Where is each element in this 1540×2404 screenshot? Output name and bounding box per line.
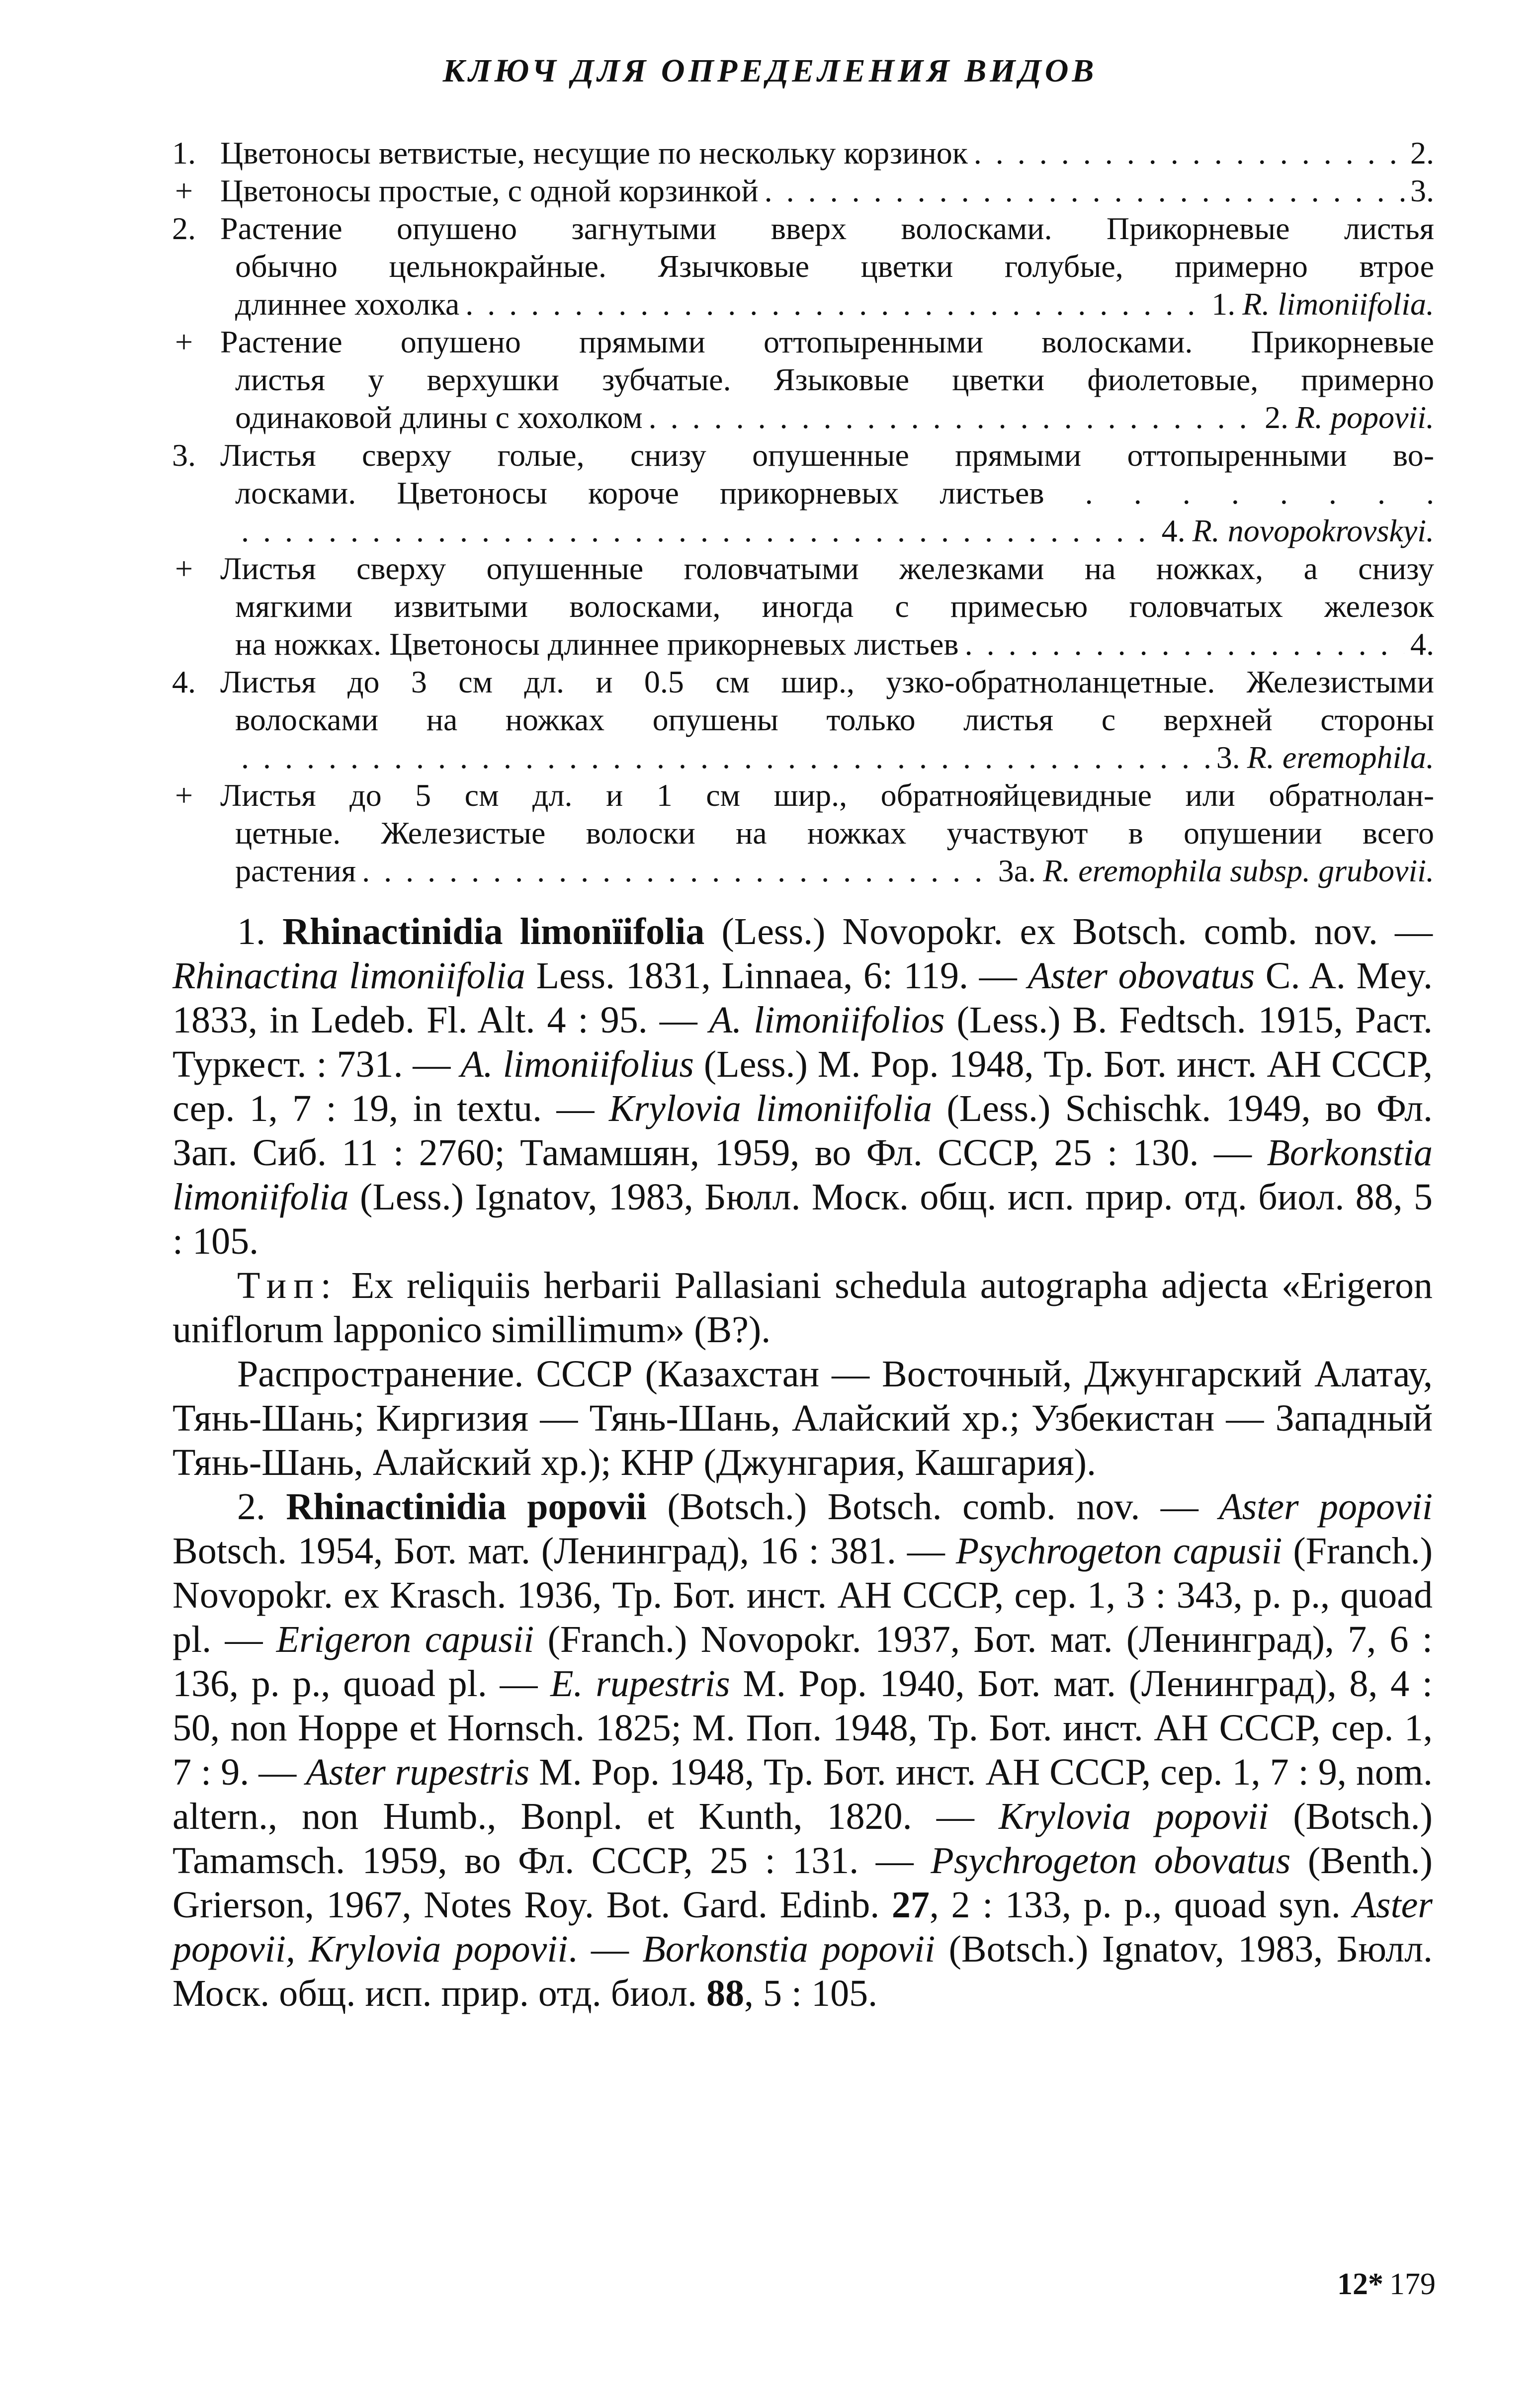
key-entry-line: обычно цельнокрайные. Язычковые цветки голубые, примерно втрое	[235, 249, 1434, 284]
text-run: , 5 : 105.	[744, 1973, 878, 2014]
key-entry	[162, 550, 1434, 663]
key-entry-line: лосками. Цветоносы короче прикорневых листьев . . . . . . . .	[235, 475, 1434, 511]
reference-taxon: R. eremophila.	[1247, 740, 1434, 775]
reference-number: 3.	[1216, 740, 1240, 775]
key-entry-reference	[1410, 172, 1434, 210]
key-entry-reference	[1265, 399, 1434, 436]
taxon-name: Rhinactinidia popovii	[286, 1486, 647, 1528]
reference-number: 2.	[1264, 400, 1288, 435]
key-entry-text: Цветоносы простые, с одной корзинкой	[220, 173, 759, 208]
key-entry-marker: +	[174, 777, 193, 813]
key-entry	[162, 210, 1434, 323]
reference-number: 3a.	[998, 853, 1036, 888]
key-entry-lead-line	[220, 285, 1434, 323]
reference-number: 4.	[1161, 513, 1186, 548]
text-run: Распространение. СССР (Казахстан — Восточный, Джунгарский Алатау, Тянь-Шань; Киргизия — Тянь-Шань, Алайский хр.; Узбекистан — Западный Тянь-Шань, Алайский хр.); КНР (Джунгария, Кашгария).	[172, 1353, 1433, 1483]
key-entry-lead-line	[220, 134, 1434, 172]
text-run: Botsch. 1954, Бот. мат. (Ленинград), 16 : 381. —	[172, 1530, 956, 1572]
identification-key	[162, 134, 1434, 890]
key-entry	[162, 172, 1434, 210]
key-entry-reference	[1216, 739, 1434, 776]
key-entry-marker: 1.	[172, 135, 196, 171]
text-run: (Benth.) Grierson, 1967, Notes Roy. Bot. Gard. Edinb.	[172, 1840, 1433, 1926]
taxon-name: 88	[706, 1973, 744, 2014]
text-run: (Franch.) Novopokr. 1937, Бот. мат. (Ленинград), 7, 6 : 136, p. p., quoad pl. —	[172, 1619, 1433, 1705]
text-run: , 2 : 133, p. p., quoad syn.	[929, 1884, 1353, 1926]
signature-mark: 12*	[1337, 2267, 1383, 2301]
text-run: (Less.) B. Fedtsch. 1915, Раст. Туркест. : 731. —	[172, 999, 1433, 1085]
key-entry-marker: 2.	[172, 211, 196, 246]
text-run: . —	[568, 1928, 643, 1970]
key-entry	[162, 436, 1434, 550]
key-entry-lead-line	[220, 739, 1434, 776]
paragraph	[172, 1485, 1433, 2016]
text-run: 1.	[237, 911, 283, 952]
key-entry-line: Листья до 5 см дл. и 1 см шир., обратнояйцевидные или обратнолан-	[220, 777, 1434, 813]
key-entry-reference	[998, 852, 1434, 890]
key-entry-lead-line	[220, 172, 1434, 210]
synonym-name: Krylovia popovii	[998, 1796, 1269, 1837]
synonym-name: Borkonstia popovii	[642, 1928, 936, 1970]
reference-taxon: R. popovii.	[1295, 400, 1434, 435]
text-run: Тип:	[237, 1265, 338, 1306]
key-entry	[162, 663, 1434, 776]
page-number: 179	[1389, 2267, 1436, 2301]
text-run: (Less.) Novopokr. ex Botsch. comb. nov. —	[704, 911, 1433, 952]
reference-number: 1.	[1211, 286, 1236, 322]
key-entry	[162, 323, 1434, 436]
synonym-name: Aster popovii	[1219, 1486, 1433, 1528]
dot-leader	[362, 852, 992, 890]
key-entry-lead-line	[220, 852, 1434, 890]
species-text	[172, 910, 1433, 2016]
text-run: M. Pop. 1948, Тр. Бот. инст. АН СССР, сер. 1, 7 : 9, nom. altern., non Humb., Bonpl. et Kunth, 1820. —	[172, 1751, 1433, 1837]
key-entry-line: Растение опушено загнутыми вверх волосками. Прикорневые листья	[220, 211, 1434, 246]
taxon-name: 27	[891, 1884, 930, 1926]
text-run: Ex reliquiis herbarii Pallasiani schedula autographa adjecta «Erigeron uniflorum lapponico simillimum» (B?).	[172, 1265, 1433, 1351]
key-entry-lead-line	[220, 512, 1434, 550]
page-title: КЛЮЧ ДЛЯ ОПРЕДЕЛЕНИЯ ВИДОВ	[442, 53, 1098, 89]
key-entry-line: волосками на ножках опушены только листья с верхней стороны	[235, 702, 1434, 737]
text-run: (Less.) M. Pop. 1948, Тр. Бот. инст. АН СССР, сер. 1, 7 : 19, in textu. —	[172, 1043, 1433, 1129]
key-entry-line: Растение опушено прямыми оттопыренными волосками. Прикорневые	[220, 324, 1434, 359]
synonym-name: Aster rupestris	[306, 1751, 530, 1793]
paragraph	[172, 1264, 1433, 1352]
key-entry-lead-line	[220, 625, 1434, 663]
synonym-name: Borkonstia limoniifolia	[172, 1132, 1433, 1218]
key-entry	[162, 776, 1434, 890]
key-entry-marker: 3.	[172, 437, 196, 473]
key-entry-line: Листья сверху опушенные головчатыми железками на ножках, а снизу	[220, 551, 1434, 586]
text-run: (Botsch.) Ignatov, 1983, Бюлл. Моск. общ. исп. прир. отд. биол.	[172, 1928, 1433, 2014]
key-entry-marker: +	[174, 173, 193, 208]
key-entry-marker: +	[174, 324, 193, 359]
key-entry-text: Цветоносы ветвистые, несущие по нескольку корзинок	[220, 135, 968, 171]
synonym-name: A. limoniifolius	[460, 1043, 694, 1085]
reference-number: 4.	[1410, 626, 1434, 662]
text-run: 2.	[237, 1486, 286, 1528]
text-run: (Botsch.) Botsch. comb. nov. —	[647, 1486, 1219, 1528]
reference-number: 2.	[1410, 135, 1434, 171]
key-entry-text: одинаковой длины с хохолком	[235, 400, 643, 435]
text-run: (Less.) Schischk. 1949, во Фл. Зап. Сиб. 11 : 2760; Тамамшян, 1959, во Фл. СССР, 25 : 130. —	[172, 1088, 1433, 1174]
dot-leader	[649, 399, 1259, 436]
text-run: M. Pop. 1940, Бот. мат. (Ленинград), 8, 4 : 50, non Hoppe et Hornsch. 1825; М. Поп. 1948, Тр. Бот. инст. АН СССР, сер. 1, 7 : 9. —	[172, 1663, 1433, 1793]
key-entry-text: на ножках. Цветоносы длиннее прикорневых листьев	[235, 626, 959, 662]
dot-leader	[241, 739, 1210, 776]
text-run: Less. 1831, Linnaea, 6: 119. —	[525, 955, 1028, 997]
paragraph	[172, 1352, 1433, 1485]
key-entry-text: длиннее хохолка	[235, 286, 460, 322]
synonym-name: Erigeron capusii	[276, 1619, 534, 1660]
dot-leader	[765, 172, 1404, 210]
key-entry-reference	[1162, 512, 1434, 550]
dot-leader	[241, 512, 1156, 550]
key-entry	[162, 134, 1434, 172]
dot-leader	[965, 625, 1404, 663]
key-entry-lead-line	[220, 399, 1434, 436]
synonym-name: Krylovia limoniifolia	[608, 1088, 933, 1129]
key-entry-reference	[1410, 625, 1434, 663]
paragraph	[172, 910, 1433, 1264]
key-entry-line: Листья сверху голые, снизу опушенные прямыми оттопыренными во-	[220, 437, 1434, 473]
reference-taxon: R. eremophila subsp. grubovii.	[1043, 853, 1434, 888]
synonym-name: Aster popovii, Krylovia popovii	[172, 1884, 1433, 1970]
reference-taxon: R. limoniifolia.	[1242, 286, 1434, 322]
taxon-name: Rhinactinidia limonïifolia	[282, 911, 705, 952]
synonym-name: Psychrogeton capusii	[955, 1530, 1283, 1572]
text-run: (Botsch.) Tamamsch. 1959, во Фл. СССР, 25 : 131. —	[172, 1796, 1433, 1882]
dot-leader	[465, 285, 1205, 323]
key-entry-reference	[1211, 285, 1434, 323]
dot-leader	[974, 134, 1404, 172]
key-entry-marker: +	[174, 551, 193, 586]
key-entry-line: Листья до 3 см дл. и 0.5 см шир., узко-обратноланцетные. Железистыми	[220, 664, 1434, 699]
key-entry-reference	[1410, 134, 1434, 172]
synonym-name: Aster obovatus	[1027, 955, 1255, 997]
key-entry-line: мягкими извитыми волосками, иногда с примесью головчатых железок	[235, 589, 1434, 624]
text-run: C. A. Mey. 1833, in Ledeb. Fl. Alt. 4 : 95. —	[172, 955, 1433, 1041]
key-entry-text: растения	[235, 853, 356, 888]
key-entry-line: цетные. Железистые волоски на ножках участвуют в опушении всего	[235, 815, 1434, 851]
text-run: (Franch.) Novopokr. ex Krasch. 1936, Тр. Бот. инст. АН СССР, сер. 1, 3 : 343, p. p., quoad pl. —	[172, 1530, 1433, 1660]
synonym-name: Rhinactina limoniifolia	[172, 955, 525, 997]
reference-taxon: R. novopokrovskyi.	[1192, 513, 1434, 548]
reference-number: 3.	[1410, 173, 1434, 208]
synonym-name: E. rupestris	[550, 1663, 730, 1705]
synonym-name: Psychrogeton obovatus	[931, 1840, 1291, 1882]
text-run: (Less.) Ignatov, 1983, Бюлл. Моск. общ. исп. прир. отд. биол. 88, 5 : 105.	[172, 1176, 1433, 1262]
key-entry-marker: 4.	[172, 664, 196, 699]
synonym-name: A. limoniifolios	[709, 999, 945, 1041]
key-entry-line: листья у верхушки зубчатые. Языковые цветки фиолетовые, примерно	[235, 362, 1434, 397]
